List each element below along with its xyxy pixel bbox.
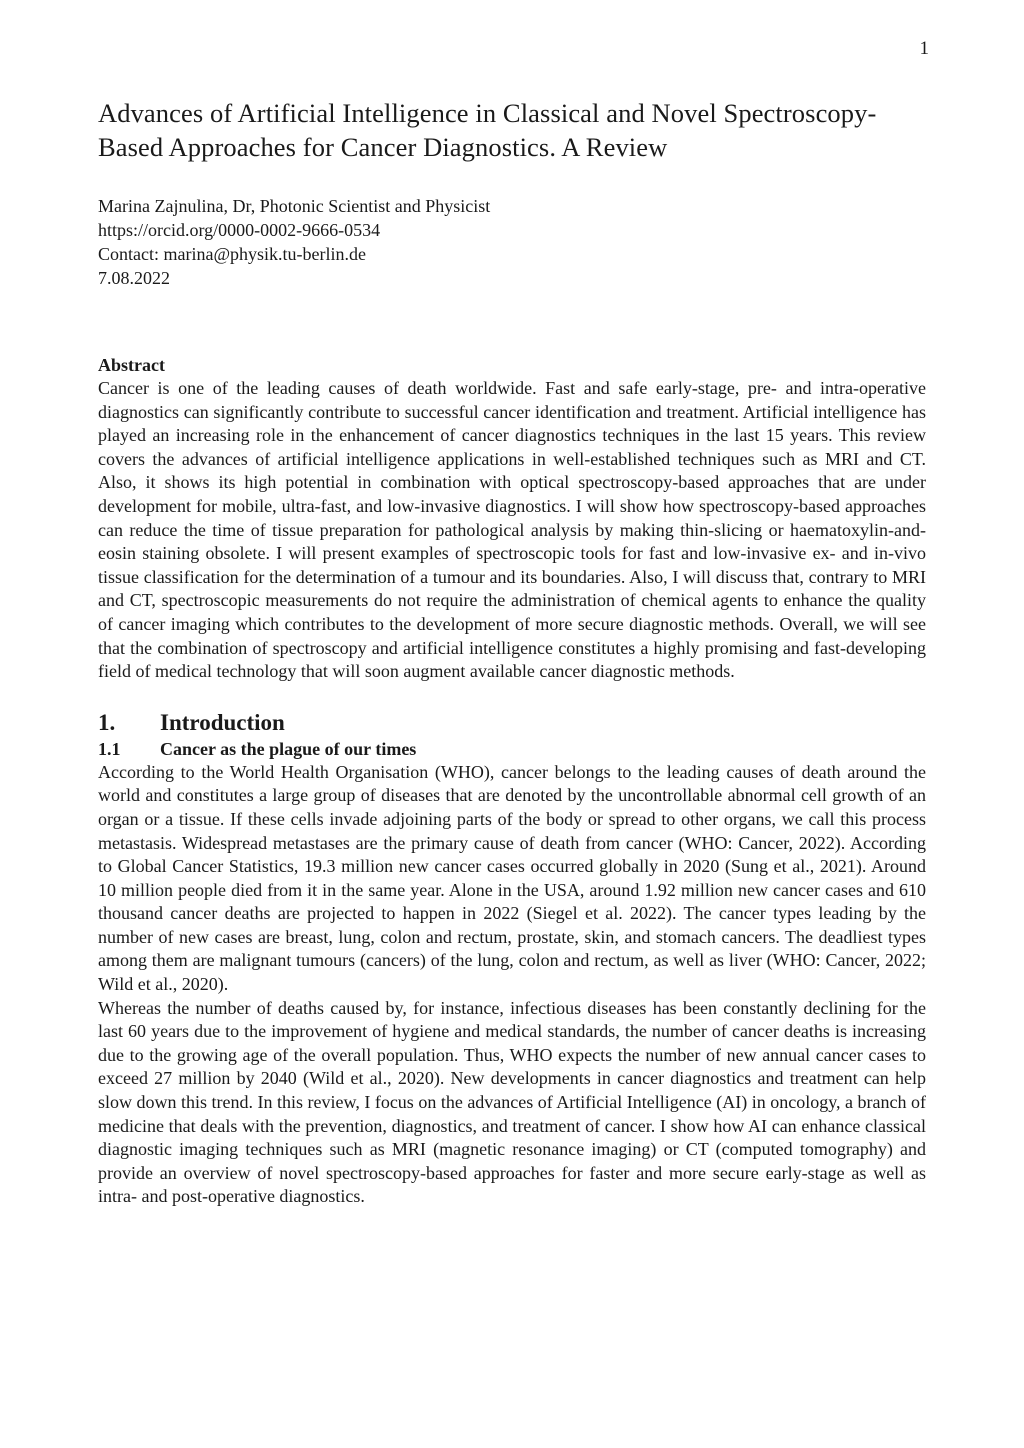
paper-title: Advances of Artificial Intelligence in Classical and Novel Spectroscopy-Based Approaches for Cancer Diagnostics. A Review — [98, 98, 877, 162]
section-title: Introduction — [160, 709, 285, 735]
abstract-text: Cancer is one of the leading causes of death worldwide. Fast and safe early-stage, pre- and intra-operative diagnostics can significantly contribute to successful cancer identification and treatment. Artificial intelligence has played an increasing role in the enhancement of cancer diagnostics techniques in the last 15 years. This review covers the advances of artificial intelligence applications in well-established techniques such as MRI and CT. Also, it shows its high potential in combination with optical spectroscopy-based approaches that are under development for mobile, ultra-fast, and low-invasive diagnostics. I will show how spectroscopy-based approaches can reduce the time of tissue preparation for pathological analysis by making thin-slicing or haematoxylin-and-eosin staining obsolete. I will present examples of spectroscopic tools for fast and low-invasive ex- and in-vivo tissue classification for the determination of a tumour and its boundaries. Also, I will discuss that, contrary to MRI and CT, spectroscopic measurements do not require the administration of chemical agents to enhance the quality of cancer imaging which contributes to the development of more secure diagnostic methods. Overall, we will see that the combination of spectroscopy and artificial intelligence constitutes a highly promising and fast-developing field of medical technology that will soon augment available cancer diagnostic methods. — [98, 378, 926, 682]
subsection-heading — [98, 737, 926, 761]
intro-paragraph-1: According to the World Health Organisation (WHO), cancer belongs to the leading causes of death around the world and constitutes a large group of diseases that are denoted by the uncontrollable abnormal cell growth of an organ or a tissue. If these cells invade adjoining parts of the body or spread to other organs, we call this process metastasis. Widespread metastases are the primary cause of death from cancer (WHO: Cancer, 2022). According to Global Cancer Statistics, 19.3 million new cancer cases occurred globally in 2020 (Sung et al., 2021). Around 10 million people died from it in the same year. Alone in the USA, around 1.92 million new cancer cases and 610 thousand cancer deaths are projected to happen in 2022 (Siegel et al. 2022). The cancer types leading by the number of new cases are breast, lung, colon and rectum, prostate, skin, and stomach cancers. The deadliest types among them are malignant tumours (cancers) of the lung, colon and rectum, as well as liver (WHO: Cancer, 2022; Wild et al., 2020). — [98, 761, 926, 995]
section-number: 1. — [98, 709, 116, 735]
page-number: 1 — [919, 38, 929, 59]
publication-date: 7.08.2022 — [98, 268, 170, 288]
section-heading-introduction — [98, 709, 926, 737]
contact-email[interactable]: Contact: marina@physik.tu-berlin.de — [98, 244, 367, 264]
orcid-link[interactable]: https://orcid.org/0000-0002-9666-0534 — [98, 220, 381, 240]
author-block — [98, 194, 926, 290]
abstract-heading: Abstract — [98, 355, 165, 375]
page-content — [98, 96, 926, 1209]
subsection-title: Cancer as the plague of our times — [160, 738, 417, 759]
intro-paragraph-2: Whereas the number of deaths caused by, for instance, infectious diseases has been constantly declining for the last 60 years due to the improvement of hygiene and medical standards, the number of cancer deaths is increasing due to the growing age of the overall population. Thus, WHO expects the number of new annual cancer cases to exceed 27 million by 2040 (Wild et al., 2020). New developments in cancer diagnostics and treatment can help slow down this trend. In this review, I focus on the advances of Artificial Intelligence (AI) in oncology, a branch of medicine that deals with the prevention, diagnostics, and treatment of cancer. I show how AI can enhance classical diagnostic imaging techniques such as MRI (magnetic resonance imaging) or CT (computed tomography) and provide an overview of novel spectroscopy-based approaches for faster and more secure early-stage as well as intra- and post-operative diagnostics. — [98, 997, 926, 1207]
author-line: Marina Zajnulina, Dr, Photonic Scientist and Physicist — [98, 196, 491, 216]
subsection-number: 1.1 — [98, 738, 121, 759]
